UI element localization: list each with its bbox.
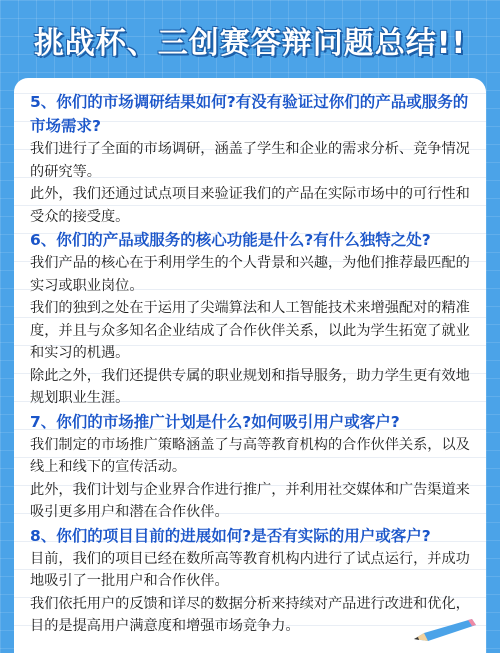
answer-7-paragraph-2: 此外，我们计划与企业界合作进行推广，并利用社交媒体和广告渠道来吸引更多用户和潜在合作伙伴。	[30, 481, 470, 520]
pencil-icon	[410, 615, 480, 645]
answer-7-paragraph-1: 我们制定的市场推广策略涵盖了与高等教育机构的合作伙伴关系，以及线上和线下的宣传活动。	[30, 436, 470, 475]
page-title: 挑战杯、三创赛答辩问题总结!!	[33, 26, 467, 61]
question-7: 7、你们的市场推广计划是什么?如何吸引用户或客户?	[30, 412, 400, 431]
question-5: 5、你们的市场调研结果如何?有没有验证过你们的产品或服务的市场需求?	[30, 93, 469, 135]
answer-6-paragraph-2: 我们的独到之处在于运用了尖端算法和人工智能技术来增强配对的精准度，并且与众多知名企业结成了合作伙伴关系，以此为学生拓宽了就业和实习的机遇。	[30, 300, 470, 361]
answer-5-paragraph-2: 此外，我们还通过试点项目来验证我们的产品在实际市场中的可行性和受众的接受度。	[30, 186, 470, 225]
answer-6-paragraph-1: 我们产品的核心在于利用学生的个人背景和兴趣，为他们推荐最匹配的实习或职业岗位。	[30, 255, 470, 294]
answer-8-paragraph-1: 目前，我们的项目已经在数所高等教育机构内进行了试点运行，并成功地吸引了一批用户和合作伙伴。	[30, 550, 470, 589]
content-card	[14, 78, 486, 653]
question-6: 6、你们的产品或服务的核心功能是什么?有什么独特之处?	[30, 231, 431, 249]
qa-content	[30, 90, 475, 638]
answer-6-paragraph-3: 除此之外，我们还提供专属的职业规划和指导服务，助力学生更有效地规划职业生涯。	[30, 367, 470, 406]
answer-8-paragraph-2: 我们依托用户的反馈和详尽的数据分析来持续对产品进行改进和优化，目的是提高用户满意度和增强市场竞争力。	[30, 595, 470, 634]
answer-5-paragraph-1: 我们进行了全面的市场调研，涵盖了学生和企业的需求分析、竞争情况的研究等。	[30, 141, 470, 180]
question-8: 8、你们的项目目前的进展如何?是否有实际的用户或客户?	[30, 526, 431, 545]
